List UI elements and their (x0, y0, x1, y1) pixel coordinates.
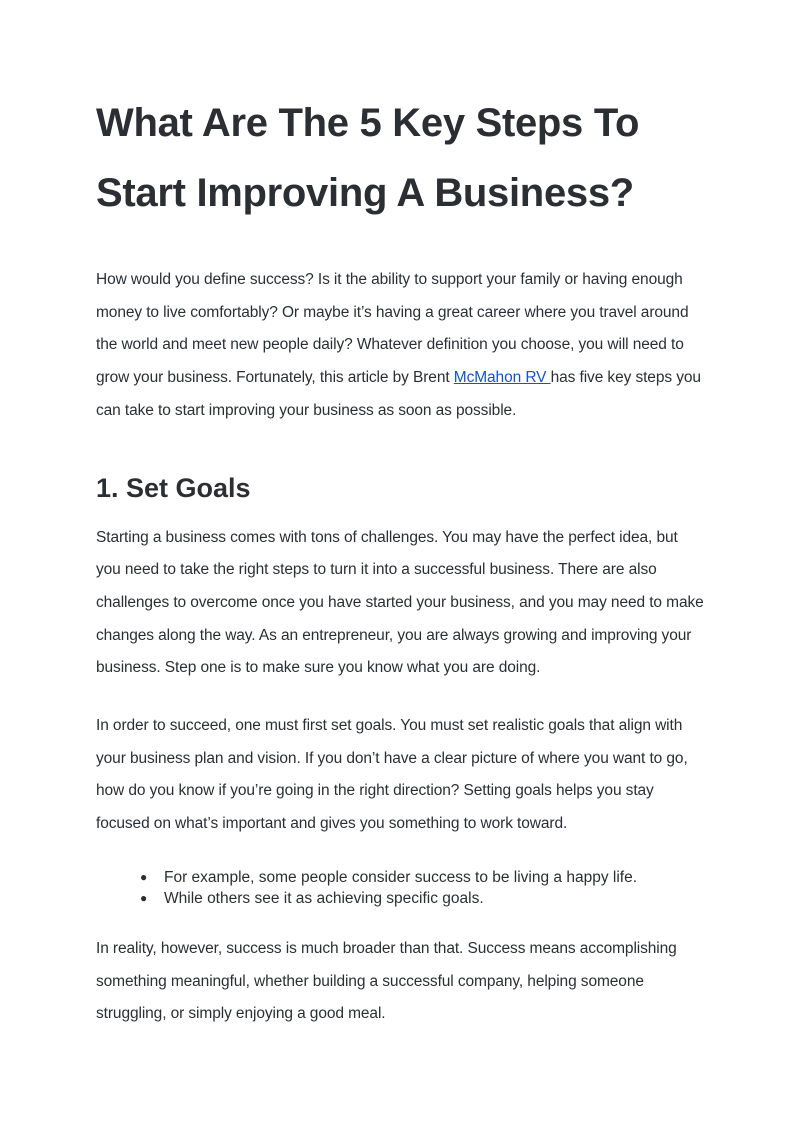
list-item (96, 867, 706, 888)
section-heading-set-goals: 1. Set Goals (96, 472, 251, 503)
document-page (96, 88, 706, 1031)
mcmahon-rv-link[interactable]: McMahon RV (453, 369, 551, 387)
bullet-icon: ● (140, 869, 148, 884)
list-item-text: While others see it as achieving specific goals. (164, 889, 484, 907)
intro-paragraph (96, 264, 706, 428)
list-item-text: For example, some people consider success to be living a happy life. (164, 868, 637, 886)
set-goals-paragraph-1: Starting a business comes with tons of challenges. You may have the perfect idea, but you need to take the right steps to turn it into a successful business. There are also challenges to overcome once you have started your business, and you may need to make changes along the way. As an entrepreneur, you are always growing and improving your business. Step one is to make sure you know what you are doing. (96, 528, 704, 677)
set-goals-paragraph-2: In order to succeed, one must first set goals. You must set realistic goals that align with your business plan and vision. If you don’t have a clear picture of where you want to go, how do you know if you’re going in the right direction? Setting goals helps you stay focused on what’s important and gives you something to work toward. (96, 717, 688, 833)
examples-bullet-list (96, 867, 706, 909)
intro-text-after-link: has five key steps you can take to start improving your business as soon as possible. (96, 369, 701, 419)
article-title: What Are The 5 Key Steps To Start Improving A Business? (96, 101, 640, 215)
set-goals-paragraph-3: In reality, however, success is much broader than that. Success means accomplishing something meaningful, whether building a successful company, helping someone struggling, or simply enjoying a good meal. (96, 939, 677, 1023)
list-item (96, 888, 706, 909)
bullet-icon: ● (140, 890, 148, 905)
intro-text-before-link: How would you define success? Is it the ability to support your family or having enough money to live comfortably? Or maybe it’s having a great career where you travel around the world and meet new people daily? Whatever definition you choose, you will need to grow your business. Fortunately, this article by Brent (96, 271, 689, 387)
